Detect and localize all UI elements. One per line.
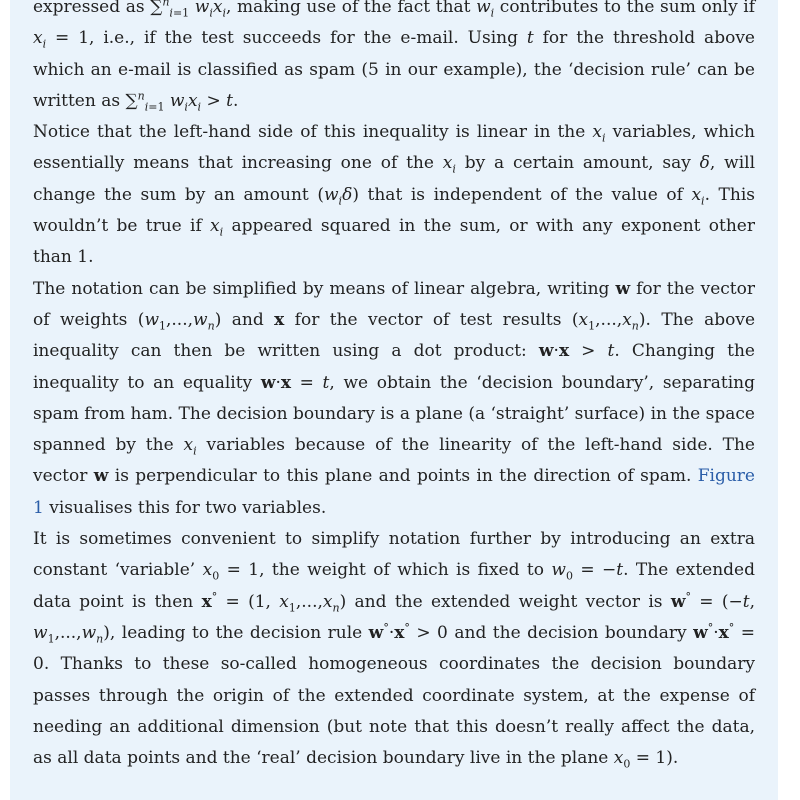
- document-body: [33, 0, 755, 774]
- paragraph-1: expressed as ∑$^n_{i=1}$ $w_ix_i$, making use of the fact that $w_i$ contributes to the sum only if $x_i = 1$, i.e., if the test succeeds for the e-mail. Using t for the threshold above which an e-mail is classified as spam (5 in our example), the ‘decision rule’ can be written as ∑$^n_{i=1}$ $w_ix_i > t$.: [33, 0, 756, 114]
- paragraph-2: Notice that the left-hand side of this inequality is linear in the $x_i$ variables, which essentially means that increasing one of the $x_i$ by a certain amount, say δ, will change the sum by an amount $(w_i\delta)$ that is independent of the value of $x_i$. This wouldn’t be true if $x_i$ appeared squared in the sum, or with any exponent other than 1.: [33, 122, 756, 268]
- figure-1-link[interactable]: Figure 1: [33, 466, 755, 518]
- paragraph-3: The notation can be simplified by means of linear algebra, writing w for the vector of weights $(w_1,...,w_n)$ and x for the vector of test results $(x_1,...,x_n)$. The above inequality can then be written using a dot product: w·x > t. Changing the inequality to an equality w·x = t, we obtain the ‘decision boundary’, separating spam from ham. The decision boundary is a plane (a ‘straight’ surface) in the space spanned by the $x_i$ variables because of the linearity of the left-hand side. The vector w is perpendicular to this plane and points in the direction of spam. Figure 1 visualises this for two variables.: [33, 278, 756, 518]
- paragraph-4: It is sometimes convenient to simplify notation further by introducing an extra constant ‘variable’ $x_0 = 1$, the weight of which is fixed to $w_0 = -t$. The extended data point is then x° = (1, $x_1,...,x_n$) and the extended weight vector is w° = (−t, $w_1,...,w_n$), leading to the decision rule w°·x° > 0 and the decision boundary w°·x° = 0. Thanks to these so-called homogeneous coordinates the decision boundary passes through the origin of the extended coordinate system, at the expense of needing an additional dimension (but note that this doesn’t really affect the data, as all data points and the ‘real’ decision boundary live in the plane $x_0 = 1$).: [33, 529, 756, 771]
- text-panel: [10, 0, 778, 800]
